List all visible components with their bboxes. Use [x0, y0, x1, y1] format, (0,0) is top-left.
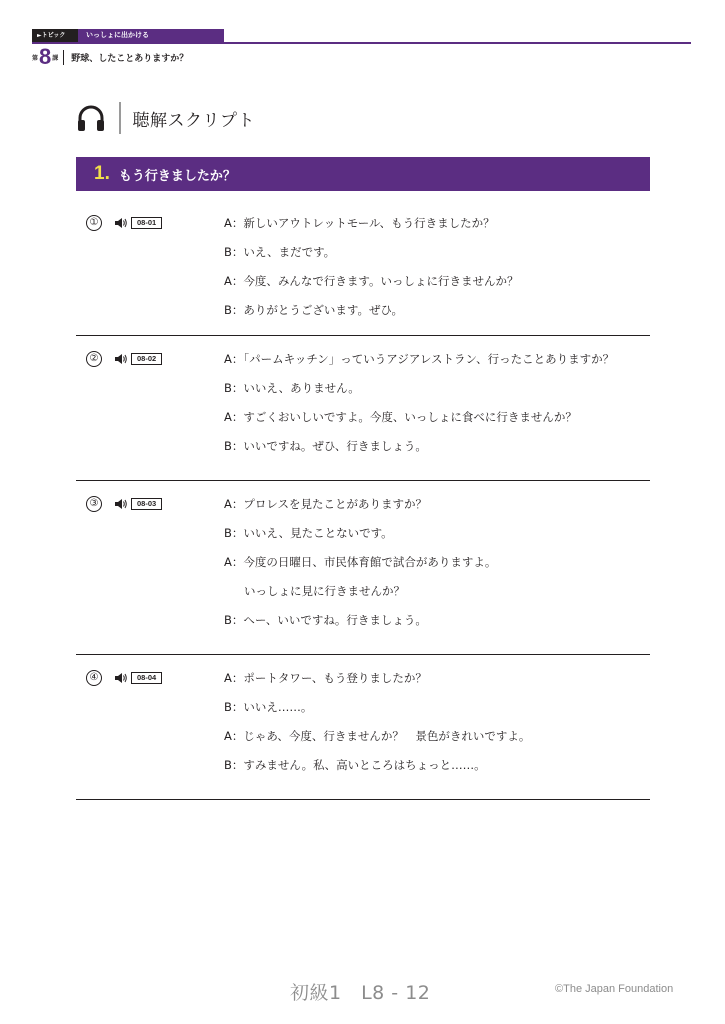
dialogue-line: B：すみません。私、高いところはちょっと……。 [224, 758, 486, 772]
audio-track-label[interactable]: 08-03 [131, 498, 162, 510]
dialogue-marker [86, 215, 162, 231]
dialogue-line: B：いいえ、見たことないです。 [224, 526, 393, 540]
headphones-icon [76, 104, 106, 132]
dialogue-line: B：いえ、まだです。 [224, 245, 336, 259]
banner-number: 1. [94, 163, 110, 184]
dialogue-line: A：ポートタワー、もう登りましたか？ [224, 671, 427, 685]
dialogue-line: A：すごくおいしいですよ。今度、いっしょに食べに行きませんか？ [224, 410, 577, 424]
dialogue-line: いっしょに見に行きませんか？ [244, 584, 405, 598]
dialogue-marker [86, 351, 162, 367]
dialogue-line: A：新しいアウトレットモール、もう行きましたか？ [224, 216, 495, 230]
dialogue-marker [86, 670, 162, 686]
dialogue-block [76, 336, 650, 481]
header-divider [32, 42, 691, 44]
dialogue-block [76, 655, 650, 800]
audio-track-label[interactable]: 08-02 [131, 353, 162, 365]
dialogue-line: B：へー、いいですね。行きましょう。 [224, 613, 427, 627]
audio-track-label[interactable]: 08-01 [131, 217, 162, 229]
dialogue-list [76, 200, 650, 800]
lesson-header [32, 46, 188, 68]
topic-name: いっしょに出かける [78, 29, 224, 42]
dialogue-line: B：いいえ……。 [224, 700, 313, 714]
dialogue-line: A：プロレスを見たことがありますか？ [224, 497, 428, 511]
footer-course-label: 初級1 L8 - 12 [290, 982, 431, 1004]
dialogue-number: ① [86, 215, 102, 231]
dialogue-line: A：「パームキッチン」っていうアジアレストラン、行ったことありますか？ [224, 352, 615, 366]
audio-track-label[interactable]: 08-04 [131, 672, 162, 684]
dialogue-line: B：いいえ、ありません。 [224, 381, 360, 395]
dialogue-line: B：いいですね。ぜひ、行きましょう。 [224, 439, 427, 453]
banner-title: もう行きましたか？ [118, 168, 236, 184]
dialogue-line: B：ありがとうございます。ぜひ。 [224, 303, 404, 317]
speaker-icon[interactable] [114, 672, 128, 684]
lesson-number: 8 [39, 44, 52, 69]
dialogue-lines [224, 352, 614, 468]
dialogue-block [76, 481, 650, 655]
section-title: 聴解スクリプト [132, 110, 255, 131]
topic-bar [32, 29, 224, 42]
lesson-prefix: 第 [32, 54, 39, 62]
dialogue-lines [224, 216, 518, 332]
dialogue-line: A：じゃあ、今度、行きませんか？ 景色がきれいですよ。 [224, 729, 531, 743]
dialogue-number: ② [86, 351, 102, 367]
section-banner [76, 157, 650, 191]
lesson-suffix: 課 [52, 54, 59, 62]
topic-tag: ►トピック [32, 29, 78, 42]
lesson-title: 野球、したことありますか？ [71, 53, 189, 64]
speaker-icon[interactable] [114, 498, 128, 510]
speaker-icon[interactable] [114, 217, 128, 229]
dialogue-line: A：今度の日曜日、市民体育館で試合がありますよ。 [224, 555, 497, 569]
section-heading [76, 101, 255, 135]
dialogue-line: A：今度、みんなで行きます。いっしょに行きませんか？ [224, 274, 519, 288]
dialogue-lines [224, 497, 496, 642]
heading-separator [119, 102, 121, 134]
dialogue-lines [224, 671, 530, 787]
lesson-separator [63, 50, 64, 65]
footer-copyright: ©The Japan Foundation [555, 983, 674, 995]
dialogue-number: ③ [86, 496, 102, 512]
speaker-icon[interactable] [114, 353, 128, 365]
dialogue-number: ④ [86, 670, 102, 686]
dialogue-marker [86, 496, 162, 512]
dialogue-block [76, 200, 650, 336]
